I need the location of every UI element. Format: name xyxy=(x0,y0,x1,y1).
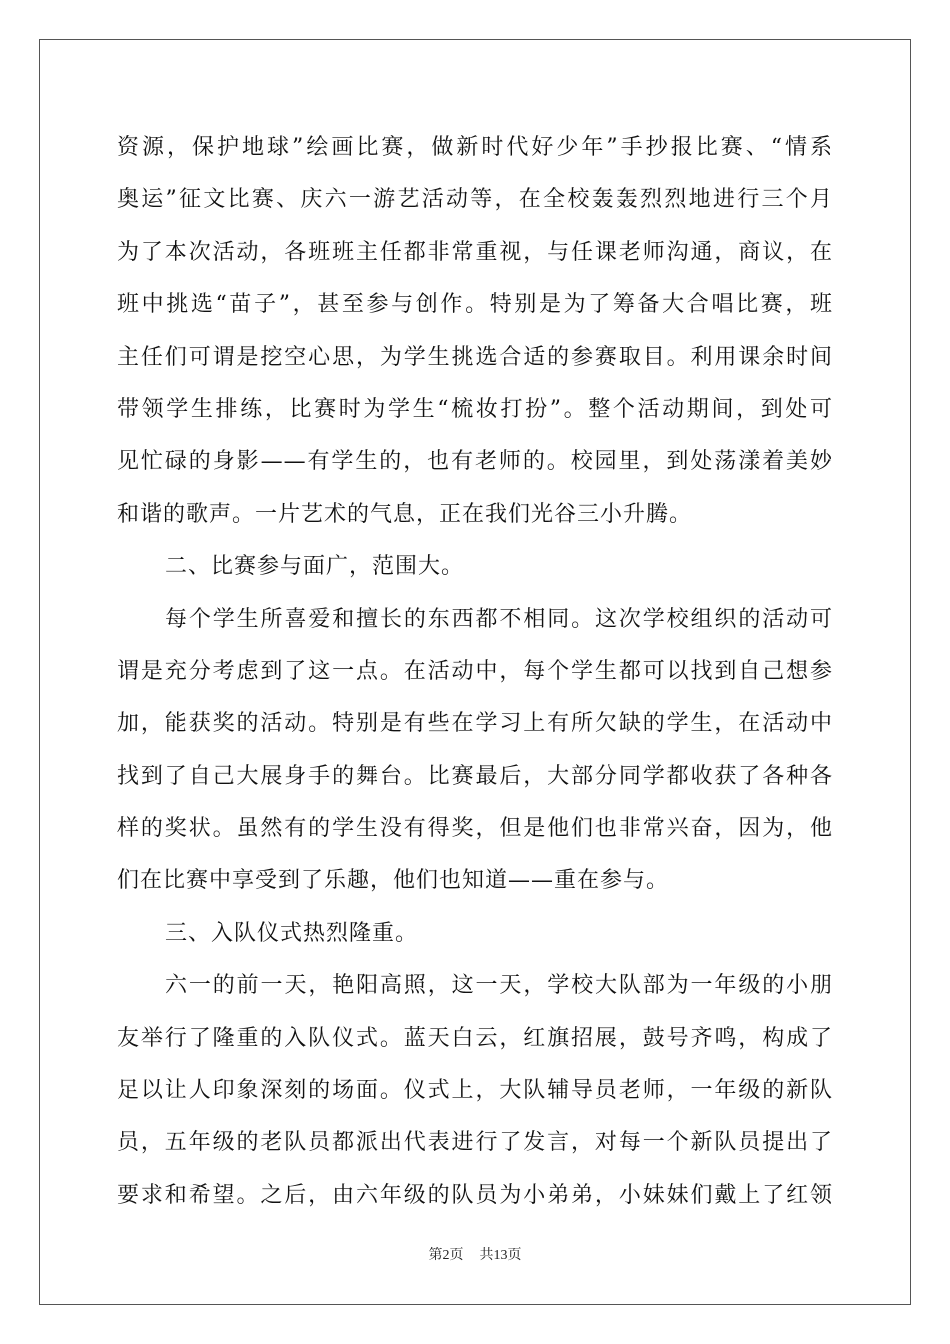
text-line: 奥运”征文比赛、庆六一游艺活动等，在全校轰轰烈烈地进行三个月 xyxy=(117,187,833,213)
text-line: 足以让人印象深刻的场面。仪式上，大队辅导员老师，一年级的新队 xyxy=(117,1078,833,1104)
text-line: 找到了自己大展身手的舞台。比赛最后，大部分同学都收获了各种各 xyxy=(117,763,833,789)
text-line: 资源，保护地球”绘画比赛，做新时代好少年”手抄报比赛、“情系 xyxy=(117,135,833,160)
page-total: 共13页 xyxy=(479,1248,522,1263)
document-body xyxy=(117,122,833,1222)
page-number: 第2页 xyxy=(428,1248,464,1263)
section-heading: 三、入队仪式热烈隆重。 xyxy=(165,920,419,946)
text-line: 带领学生排练，比赛时为学生“梳妆打扮”。整个活动期间，到处可 xyxy=(117,396,833,422)
text-line: 每个学生所喜爱和擅长的东西都不相同。这次学校组织的活动可 xyxy=(165,606,833,632)
section-heading: 二、比赛参与面广，范围大。 xyxy=(165,554,465,580)
text-line: 为了本次活动，各班班主任都非常重视，与任课老师沟通，商议，在 xyxy=(117,239,833,265)
text-line: 见忙碌的身影——有学生的，也有老师的。校园里，到处荡漾着美妙 xyxy=(117,449,833,475)
text-line: 加，能获奖的活动。特别是有些在学习上有所欠缺的学生，在活动中 xyxy=(117,711,833,737)
page-footer xyxy=(0,1244,950,1264)
text-line: 友举行了隆重的入队仪式。蓝天白云，红旗招展，鼓号齐鸣，构成了 xyxy=(117,1025,833,1051)
text-line: 和谐的歌声。一片艺术的气息，正在我们光谷三小升腾。 xyxy=(117,501,693,527)
text-line: 班中挑选“苗子”，甚至参与创作。特别是为了筹备大合唱比赛，班 xyxy=(117,292,833,318)
text-line: 要求和希望。之后，由六年级的队员为小弟弟，小妹妹们戴上了红领 xyxy=(117,1182,833,1208)
text-line: 们在比赛中享受到了乐趣，他们也知道——重在参与。 xyxy=(117,868,670,894)
text-line: 员，五年级的老队员都派出代表进行了发言，对每一个新队员提出了 xyxy=(117,1130,833,1156)
text-line: 六一的前一天，艳阳高照，这一天，学校大队部为一年级的小朋 xyxy=(165,973,833,999)
text-line: 谓是充分考虑到了这一点。在活动中，每个学生都可以找到自己想参 xyxy=(117,658,833,684)
text-line: 主任们可谓是挖空心思，为学生挑选合适的参赛取目。利用课余时间 xyxy=(117,344,833,370)
text-line: 样的奖状。虽然有的学生没有得奖，但是他们也非常兴奋，因为，他 xyxy=(117,816,833,842)
